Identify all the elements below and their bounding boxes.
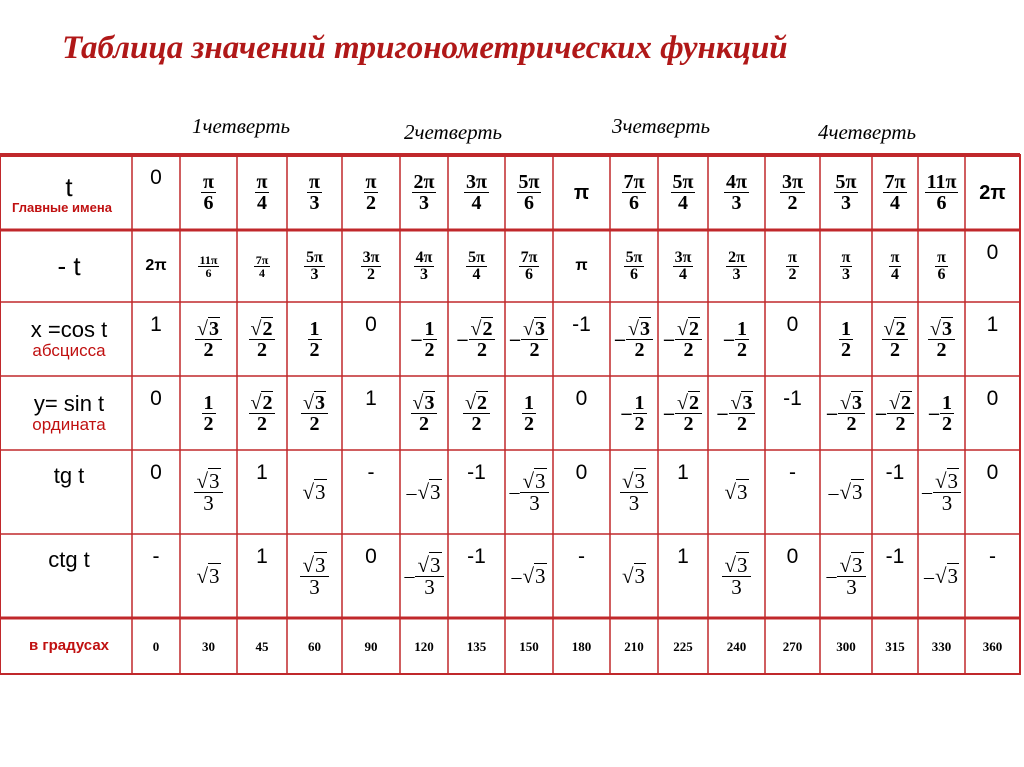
cell-t-16	[965, 155, 1020, 230]
cell-cos-15	[918, 302, 965, 376]
row-header-sin-note: ордината	[32, 414, 106, 434]
cell-value: – $\frac{√3}{3}$	[404, 555, 443, 598]
cell-value: $\frac{1}{2}$	[309, 317, 320, 361]
cell-ctg-3	[287, 534, 342, 618]
cell-sin-11	[708, 376, 765, 450]
cell-value: 330	[931, 638, 952, 654]
cell-tg-6	[448, 450, 505, 534]
cell-t-8	[553, 155, 610, 230]
cell-ctg-13	[820, 534, 872, 618]
cell-value: 1	[677, 461, 689, 484]
cell-t-7	[505, 155, 553, 230]
cell-value: – $\frac{√2}{2}$	[664, 319, 702, 360]
cell-value: 45	[255, 638, 269, 654]
cell-tg-4	[342, 450, 400, 534]
cell-value: $\frac{5\pi}{4}$	[672, 171, 694, 214]
cell-value: $\frac{√3}{3}$	[194, 471, 222, 514]
cell-tg-1	[180, 450, 237, 534]
row-header-t	[6, 158, 132, 230]
cell-sin-13	[820, 376, 872, 450]
cell-cos-3	[287, 302, 342, 376]
cell-value: 0	[150, 387, 162, 410]
cell-value: 0	[986, 387, 999, 410]
quarter-label-2: 2четверть	[404, 120, 503, 144]
page-title: Таблица значений тригонометрических функций	[62, 30, 788, 66]
row-header-cos-formula: x =cos t	[30, 316, 108, 342]
cell-value: -1	[783, 387, 802, 410]
cell-value: 270	[782, 638, 803, 654]
cell-deg-0	[132, 618, 180, 674]
cell-value: $\frac{\pi}{2}$	[788, 248, 797, 283]
cell-neg-t-8	[553, 230, 610, 302]
quarter-label-4: 4четверть	[818, 120, 917, 144]
cell-value: 150	[519, 638, 539, 654]
cell-neg-t-15	[918, 230, 965, 302]
cell-t-3	[287, 155, 342, 230]
cell-value: $\frac{3\pi}{4}$	[674, 248, 692, 283]
cell-value: 1	[150, 313, 162, 336]
cell-value: $\frac{1}{2}$	[203, 391, 214, 435]
cell-tg-16	[965, 450, 1020, 534]
cell-sin-1	[180, 376, 237, 450]
cell-value: $\frac{√2}{2}$	[882, 319, 909, 360]
cell-cos-9	[610, 302, 658, 376]
cell-value: $\frac{1}{2}$	[524, 391, 534, 435]
row-header-degrees	[6, 618, 132, 674]
cell-value: √3	[302, 479, 326, 504]
cell-neg-t-2	[237, 230, 287, 302]
row-header-degrees-label: в градусах	[28, 636, 110, 654]
cell-t-9	[610, 155, 658, 230]
cell-neg-t-14	[872, 230, 918, 302]
cell-tg-12	[765, 450, 820, 534]
cell-cos-16	[965, 302, 1020, 376]
cell-cos-1	[180, 302, 237, 376]
cell-sin-7	[505, 376, 553, 450]
cell-value: 90	[364, 638, 378, 654]
cell-value: $\frac{√3}{2}$	[195, 319, 222, 360]
cell-value: $\frac{7\pi}{4}$	[255, 252, 269, 280]
cell-cos-10	[658, 302, 708, 376]
cell-value: $\frac{2\pi}{3}$	[413, 171, 435, 214]
cell-cos-11	[708, 302, 765, 376]
cell-value: – $\frac{1}{2}$	[929, 391, 952, 435]
cell-sin-8	[553, 376, 610, 450]
cell-value: 0	[365, 545, 377, 568]
cell-tg-2	[237, 450, 287, 534]
cell-value: $\frac{3\pi}{2}$	[782, 171, 803, 214]
cell-neg-t-6	[448, 230, 505, 302]
cell-sin-14	[872, 376, 918, 450]
cell-ctg-4	[342, 534, 400, 618]
row-header-t-note: Главные имена	[12, 200, 112, 216]
cell-value: $\frac{\pi}{4}$	[890, 248, 900, 283]
cell-value: 0	[365, 313, 377, 336]
cell-value: $\frac{11\pi}{6}$	[199, 252, 218, 280]
cell-value: $\frac{11\pi}{6}$	[926, 171, 957, 214]
cell-sin-10	[658, 376, 708, 450]
row-header-sin-formula: y= sin t	[33, 390, 105, 416]
cell-tg-7	[505, 450, 553, 534]
cell-deg-3	[287, 618, 342, 674]
cell-value: – $\frac{√3}{2}$	[510, 319, 548, 360]
cell-value: -	[578, 545, 585, 568]
cell-cos-7	[505, 302, 553, 376]
cell-value: $\frac{\pi}{2}$	[365, 171, 377, 214]
cell-neg-t-16	[965, 230, 1020, 302]
cell-value: $\frac{√3}{2}$	[928, 319, 955, 360]
cell-neg-t-10	[658, 230, 708, 302]
cell-deg-14	[872, 618, 918, 674]
cell-value: -	[789, 461, 796, 484]
cell-value: $\frac{3\pi}{4}$	[466, 171, 487, 214]
cell-ctg-5	[400, 534, 448, 618]
cell-t-14	[872, 155, 918, 230]
cell-value: 0	[575, 387, 588, 410]
cell-value: $\frac{√2}{2}$	[249, 393, 276, 434]
cell-value: – $\frac{1}{2}$	[621, 391, 645, 435]
cell-value: $\frac{\pi}{3}$	[309, 171, 320, 214]
cell-value: 0	[150, 166, 162, 189]
cell-neg-t-12	[765, 230, 820, 302]
cell-value: $\frac{5\pi}{4}$	[468, 248, 485, 283]
cell-value: -	[152, 545, 160, 568]
row-header-tg	[6, 450, 132, 534]
cell-value: $\frac{√2}{2}$	[463, 393, 490, 434]
cell-deg-10	[658, 618, 708, 674]
cell-deg-12	[765, 618, 820, 674]
row-header-cos-note: абсцисса	[32, 340, 106, 360]
cell-cos-5	[400, 302, 448, 376]
cell-sin-0	[132, 376, 180, 450]
cell-sin-15	[918, 376, 965, 450]
cell-value: $\frac{√3}{3}$	[722, 555, 750, 598]
cell-value: – $\frac{√3}{3}$	[922, 471, 961, 514]
cell-value: 300	[836, 638, 856, 654]
cell-value: $\frac{\pi}{3}$	[841, 248, 851, 283]
cell-value: – $\frac{√2}{2}$	[876, 393, 914, 434]
cell-tg-9	[610, 450, 658, 534]
cell-value: $\frac{√3}{3}$	[300, 555, 328, 598]
cell-value: 0	[150, 461, 162, 484]
cell-cos-13	[820, 302, 872, 376]
cell-neg-t-13	[820, 230, 872, 302]
cell-value: – $\frac{√3}{3}$	[509, 471, 548, 514]
cell-neg-t-9	[610, 230, 658, 302]
cell-t-6	[448, 155, 505, 230]
cell-value: – $\frac{√3}{3}$	[826, 555, 865, 598]
cell-sin-3	[287, 376, 342, 450]
cell-value: $\frac{√3}{3}$	[620, 471, 648, 514]
cell-tg-8	[553, 450, 610, 534]
cell-deg-2	[237, 618, 287, 674]
cell-deg-5	[400, 618, 448, 674]
cell-tg-14	[872, 450, 918, 534]
cell-value: 360	[982, 638, 1003, 654]
cell-sin-6	[448, 376, 505, 450]
cell-value: -	[367, 461, 375, 484]
cell-t-10	[658, 155, 708, 230]
row-header-tg-formula: tg t	[53, 463, 85, 488]
cell-tg-0	[132, 450, 180, 534]
cell-ctg-16	[965, 534, 1020, 618]
cell-t-5	[400, 155, 448, 230]
cell-ctg-12	[765, 534, 820, 618]
cell-value: 240	[726, 638, 747, 654]
cell-value: 315	[885, 638, 905, 654]
cell-t-0	[132, 155, 180, 230]
quarter-label-3: 3четверть	[612, 114, 711, 138]
cell-value: $\frac{7\pi}{4}$	[884, 171, 906, 214]
cell-ctg-7	[505, 534, 553, 618]
cell-value: $\frac{2\pi}{3}$	[728, 248, 745, 283]
cell-tg-13	[820, 450, 872, 534]
cell-ctg-2	[237, 534, 287, 618]
cell-value: 225	[673, 638, 693, 654]
cell-value: $\frac{√3}{2}$	[411, 393, 438, 434]
cell-cos-6	[448, 302, 505, 376]
cell-value: $\frac{5\pi}{6}$	[625, 248, 643, 283]
cell-value: √3	[621, 563, 646, 588]
cell-value: 0	[786, 313, 799, 336]
cell-value: √3	[724, 479, 748, 504]
cell-sin-12	[765, 376, 820, 450]
cell-value: 2π	[145, 257, 167, 274]
cell-value: –√3	[511, 563, 546, 588]
cell-value: $\frac{\pi}{6}$	[937, 248, 946, 283]
cell-ctg-6	[448, 534, 505, 618]
cell-value: – $\frac{√2}{2}$	[664, 393, 702, 434]
cell-value: -1	[467, 461, 486, 484]
cell-neg-t-7	[505, 230, 553, 302]
cell-value: -1	[572, 313, 591, 336]
cell-deg-8	[553, 618, 610, 674]
row-header-sin	[6, 376, 132, 450]
cell-value: $\frac{\pi}{6}$	[203, 171, 214, 214]
cell-t-1	[180, 155, 237, 230]
cell-value: π	[575, 257, 588, 274]
cell-value: 180	[571, 638, 592, 654]
cell-neg-t-5	[400, 230, 448, 302]
cell-value: 0	[986, 461, 999, 484]
cell-value: 1	[256, 461, 268, 484]
cell-cos-12	[765, 302, 820, 376]
cell-value: -1	[467, 545, 486, 568]
cell-cos-2	[237, 302, 287, 376]
cell-sin-16	[965, 376, 1020, 450]
cell-value: 0	[786, 545, 799, 568]
row-header-ctg-formula: ctg t	[48, 547, 90, 572]
cell-ctg-1	[180, 534, 237, 618]
cell-value: –√3	[923, 563, 959, 588]
cell-sin-5	[400, 376, 448, 450]
cell-value: $\frac{4\pi}{3}$	[726, 171, 747, 214]
cell-value: $\frac{5\pi}{6}$	[518, 171, 540, 214]
cell-neg-t-0	[132, 230, 180, 302]
cell-ctg-10	[658, 534, 708, 618]
cell-deg-13	[820, 618, 872, 674]
cell-value: 120	[414, 638, 434, 654]
cell-deg-11	[708, 618, 765, 674]
cell-value: -	[989, 545, 996, 568]
cell-tg-11	[708, 450, 765, 534]
cell-t-2	[237, 155, 287, 230]
cell-value: –√3	[828, 479, 863, 504]
row-header-t-symbol: t	[65, 171, 73, 202]
cell-value: -1	[885, 545, 905, 568]
cell-deg-15	[918, 618, 965, 674]
cell-t-13	[820, 155, 872, 230]
cell-ctg-15	[918, 534, 965, 618]
cell-ctg-9	[610, 534, 658, 618]
cell-cos-8	[553, 302, 610, 376]
row-header-cos	[6, 302, 132, 376]
cell-sin-2	[237, 376, 287, 450]
cell-tg-10	[658, 450, 708, 534]
cell-tg-3	[287, 450, 342, 534]
cell-value: 2π	[979, 181, 1006, 204]
cell-value: $\frac{5\pi}{3}$	[306, 248, 323, 283]
cell-tg-5	[400, 450, 448, 534]
cell-value: – $\frac{√3}{2}$	[718, 393, 756, 434]
cell-value: 1	[986, 313, 999, 336]
cell-value: $\frac{√2}{2}$	[249, 319, 276, 360]
cell-t-4	[342, 155, 400, 230]
cell-deg-6	[448, 618, 505, 674]
cell-sin-4	[342, 376, 400, 450]
cell-value: $\frac{1}{2}$	[841, 317, 851, 361]
cell-value: – $\frac{√2}{2}$	[458, 319, 496, 360]
cell-value: 0	[575, 461, 588, 484]
cell-deg-7	[505, 618, 553, 674]
cell-value: 1	[256, 545, 268, 568]
cell-neg-t-11	[708, 230, 765, 302]
cell-value: $\frac{5\pi}{3}$	[835, 171, 857, 214]
cell-value: – $\frac{√3}{2}$	[615, 319, 653, 360]
cell-value: 0	[986, 241, 999, 264]
cell-sin-9	[610, 376, 658, 450]
cell-cos-0	[132, 302, 180, 376]
cell-neg-t-3	[287, 230, 342, 302]
row-header-neg-t-symbol: - t	[57, 250, 81, 281]
cell-value: $\frac{√3}{2}$	[301, 393, 328, 434]
cell-value: $\frac{7\pi}{6}$	[520, 248, 538, 283]
cell-value: 0	[152, 638, 160, 654]
cell-value: $\frac{\pi}{4}$	[256, 171, 268, 214]
cell-value: $\frac{7\pi}{6}$	[623, 171, 645, 214]
cell-deg-9	[610, 618, 658, 674]
cell-t-12	[765, 155, 820, 230]
cell-value: π	[573, 181, 590, 204]
cell-value: 30	[202, 638, 215, 654]
cell-value: – $\frac{1}{2}$	[411, 317, 435, 361]
cell-t-11	[708, 155, 765, 230]
cell-ctg-14	[872, 534, 918, 618]
cell-t-15	[918, 155, 965, 230]
cell-value: √3	[196, 563, 220, 588]
cell-value: $\frac{3\pi}{2}$	[362, 248, 380, 283]
row-header-neg-t	[6, 230, 132, 302]
cell-neg-t-1	[180, 230, 237, 302]
cell-neg-t-4	[342, 230, 400, 302]
row-header-ctg	[6, 534, 132, 618]
cell-ctg-0	[132, 534, 180, 618]
cell-value: – $\frac{1}{2}$	[724, 317, 747, 361]
cell-cos-4	[342, 302, 400, 376]
quarter-label-1: 1четверть	[192, 114, 291, 138]
cell-value: $\frac{4\pi}{3}$	[415, 248, 433, 283]
cell-deg-4	[342, 618, 400, 674]
cell-value: –√3	[406, 479, 441, 504]
cell-value: 135	[466, 638, 487, 654]
cell-cos-14	[872, 302, 918, 376]
cell-tg-15	[918, 450, 965, 534]
cell-deg-1	[180, 618, 237, 674]
cell-deg-16	[965, 618, 1020, 674]
cell-value: -1	[885, 461, 905, 484]
cell-value: 1	[365, 387, 377, 410]
cell-value: 60	[308, 638, 321, 654]
cell-ctg-8	[553, 534, 610, 618]
cell-value: 1	[677, 545, 689, 568]
cell-value: – $\frac{√3}{2}$	[827, 393, 865, 434]
cell-ctg-11	[708, 534, 765, 618]
cell-value: 210	[624, 638, 644, 654]
